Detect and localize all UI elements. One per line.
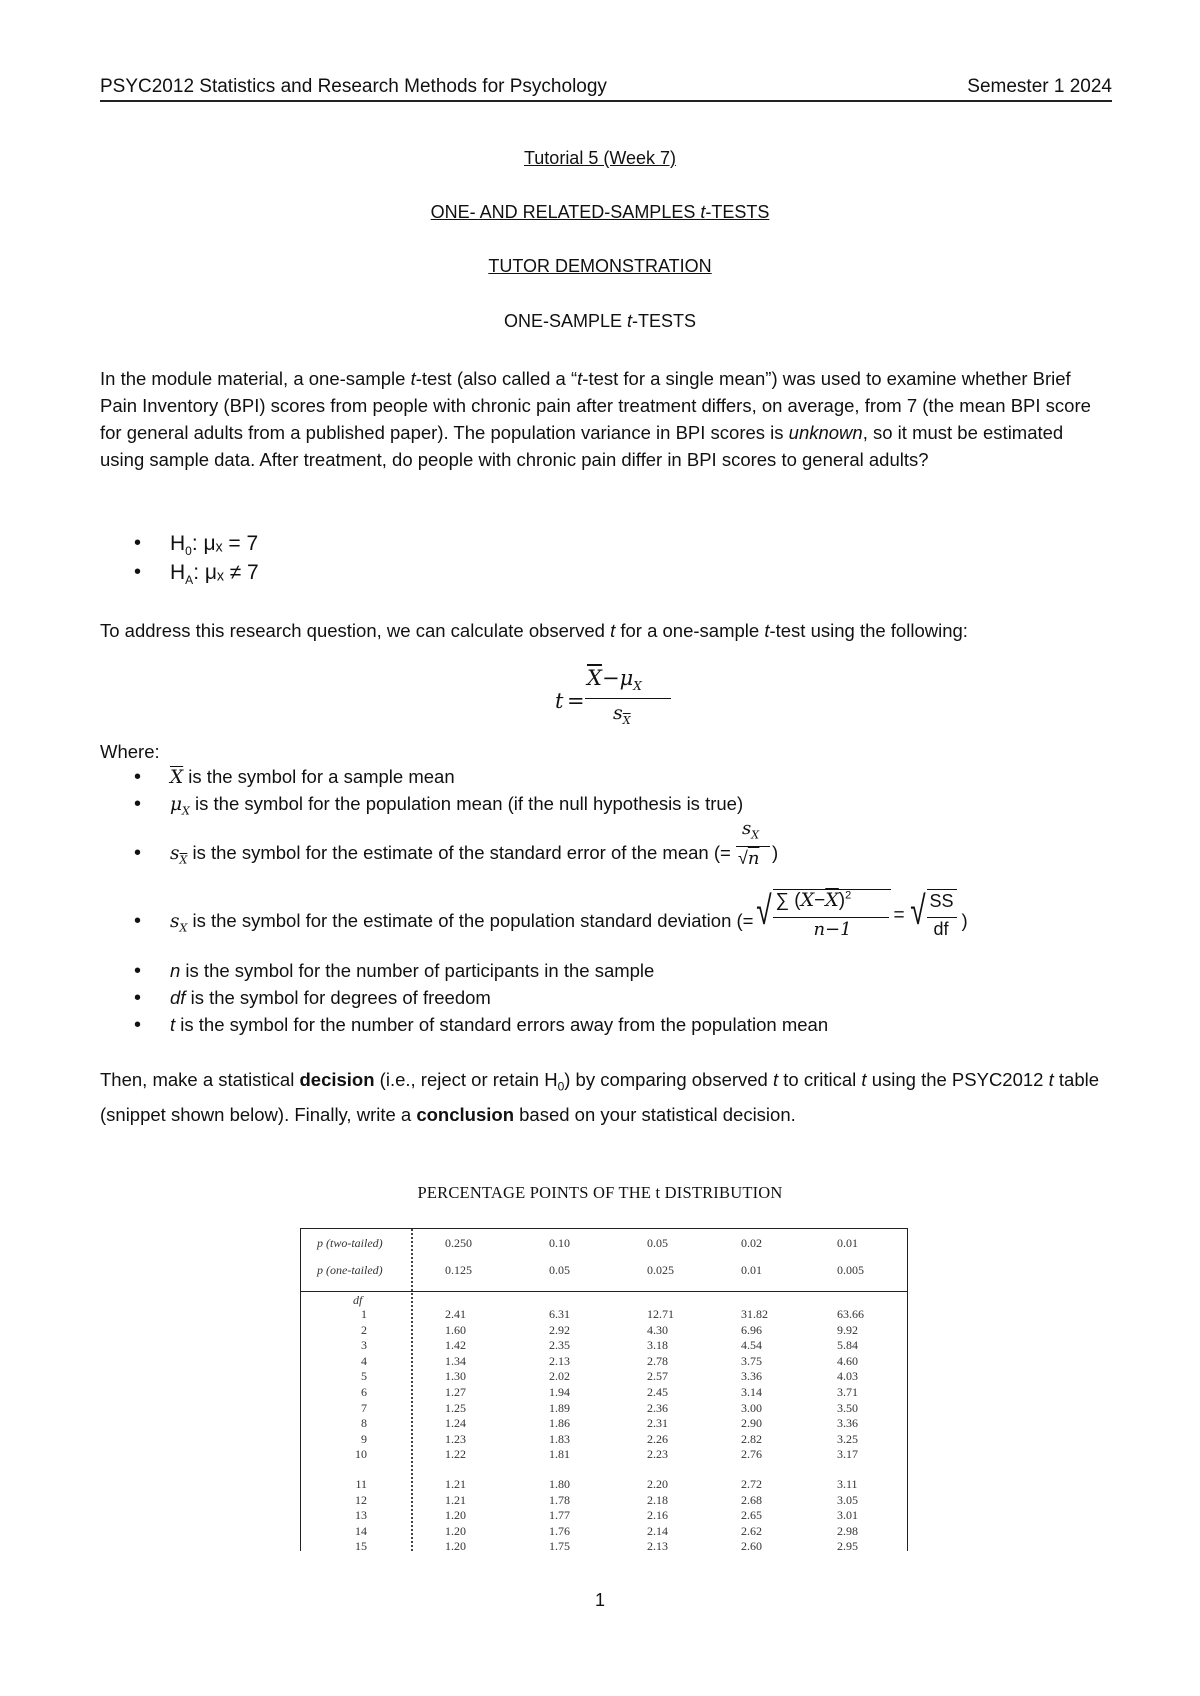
table-value-cell: 4.03 [837, 1369, 858, 1384]
table-value-cell: 1.20 [445, 1508, 466, 1523]
table-value-cell: 2.41 [445, 1307, 466, 1321]
table-value-cell: 3.17 [837, 1447, 858, 1462]
table-value-cell: 12.71 [647, 1307, 674, 1321]
df-cell: 3 [361, 1338, 367, 1353]
table-value-cell: 2.90 [741, 1416, 762, 1431]
page-header [100, 74, 1112, 102]
table-value-cell: 1.22 [445, 1447, 466, 1462]
table-value-cell: 9.92 [837, 1322, 858, 1337]
df-label: df [353, 1293, 363, 1307]
table-value-cell: 2.68 [741, 1492, 762, 1507]
table-value-cell: 2.78 [647, 1353, 668, 1368]
df-cell: 14 [355, 1523, 367, 1538]
table-value-cell: 2.13 [549, 1353, 570, 1368]
df-cell: 7 [361, 1400, 367, 1415]
sd-formula: √ ∑ $(X-\overline{X})^2$ n−1 = √ SS df [753, 911, 961, 933]
df-cell: 12 [355, 1492, 367, 1507]
table-value-cell: 2.57 [647, 1369, 668, 1384]
table-value-cell: 2.76 [741, 1447, 762, 1462]
table-value-cell: 1.86 [549, 1416, 570, 1431]
one-tailed-header-3: 0.01 [741, 1263, 762, 1277]
table-value-cell: 2.60 [741, 1539, 762, 1551]
table-column-divider [411, 1229, 413, 1551]
where-label: Where: [100, 741, 160, 762]
df-cell: 2 [361, 1322, 367, 1337]
table-value-cell: 6.96 [741, 1322, 762, 1337]
table-value-cell: 2.98 [837, 1523, 858, 1538]
table-value-cell: 1.76 [549, 1523, 570, 1538]
t-table-title: PERCENTAGE POINTS OF THE t DISTRIBUTION [417, 1183, 783, 1202]
table-value-cell: 2.35 [549, 1338, 570, 1353]
table-value-cell: 2.92 [549, 1322, 570, 1337]
header-course: PSYC2012 Statistics and Research Methods for Psychology [100, 76, 607, 97]
section-title: ONE-SAMPLE t-TESTS [503, 311, 697, 331]
table-value-cell: 3.71 [837, 1385, 858, 1399]
df-cell: 13 [355, 1508, 367, 1523]
table-value-cell: 3.05 [837, 1492, 858, 1507]
table-value-cell: 1.89 [549, 1400, 570, 1415]
table-value-cell: 1.34 [445, 1353, 466, 1368]
one-tailed-header-1: 0.05 [549, 1263, 570, 1277]
table-value-cell: 4.30 [647, 1322, 668, 1337]
intro-paragraph: In the module material, a one-sample t-test (also called a “t-test for a single mean”) was used to examine whether Brief Pain Inventory (BPI) scores from people with chronic pain after treatment differs, on average, from 7 (the mean BPI score for general adults from a published paper). The population variance in BPI scores is unknown, so it must be estimated using sample data. After treatment, do people with chronic pain differ in BPI scores to general adults? [100, 368, 1091, 470]
table-value-cell: 2.13 [647, 1539, 668, 1551]
table-value-cell: 1.27 [445, 1385, 466, 1399]
two-tailed-header-2: 0.05 [647, 1236, 668, 1250]
table-value-cell: 1.94 [549, 1385, 570, 1399]
one-tailed-header-0: 0.125 [445, 1263, 472, 1277]
table-value-cell: 1.81 [549, 1447, 570, 1462]
table-value-cell: 1.83 [549, 1431, 570, 1446]
table-value-cell: 3.01 [837, 1508, 858, 1523]
address-paragraph: To address this research question, we can calculate observed t for a one-sample t-test using the following: [100, 620, 968, 641]
table-value-cell: 2.02 [549, 1369, 570, 1384]
table-value-cell: 1.80 [549, 1477, 570, 1491]
table-value-cell: 1.23 [445, 1431, 466, 1446]
table-value-cell: 31.82 [741, 1307, 768, 1321]
table-value-cell: 1.78 [549, 1492, 570, 1507]
table-value-cell: 5.84 [837, 1338, 858, 1353]
table-value-cell: 3.25 [837, 1431, 858, 1446]
df-cell: 5 [361, 1369, 367, 1384]
two-tailed-header-4: 0.01 [837, 1236, 858, 1250]
demo-title: TUTOR DEMONSTRATION [488, 256, 712, 276]
table-value-cell: 2.26 [647, 1431, 668, 1446]
table-value-cell: 4.54 [741, 1338, 762, 1353]
table-value-cell: 4.60 [837, 1353, 858, 1368]
table-value-cell: 2.18 [647, 1492, 668, 1507]
table-value-cell: 3.11 [837, 1477, 858, 1491]
tutorial-title: Tutorial 5 (Week 7) [523, 148, 677, 168]
table-value-cell: 1.20 [445, 1539, 466, 1551]
header-semester: Semester 1 2024 [967, 76, 1112, 97]
table-value-cell: 3.14 [741, 1385, 762, 1399]
document-page: PSYC2012 Statistics and Research Methods for Psychology Semester 1 2024 Tutorial 5 (Week 7) ONE- AND RELATED-SAMPLES t-TESTS TUTOR DEMONSTRATION ONE-SAMPLE t-TESTS In the module material, a one-sample t-test (also called a “t-test for a single mean”) was used to examine whether Brief Pain Inventory (BPI) scores from people with chronic pain after treatment differs, on average, from 7 (the mean BPI score for general adults from a published paper). The population variance in BPI scores is unknown, so it must be estimated using sample data. After treatment, do people with chronic pain differ in BPI scores to general adults? • $H_0$: μₓ = 7 • $H_A$: μₓ ≠ 7 To address this research question, we can calculate observed t for a one-sample t-test using the following: t = $\overline{X}-\mu_X$ $s_{\overline{X}}$ Where: • $\overline{X}$ is the symbol for a sample mean • $\mu_X$ is the symbol for the population mean (if the null hypothesis is true) • $s_{\overline{X}}$ is the symbol for the estimate of the standard error of the mean (= $\frac{s_X}{√n}$ ) • $s_X$ is the symbol for the estimate of the population standard deviation (= √ ∑ $(X-\overline{X})^2$ n−1 = √ SS df ) • n is the symbol for the number of participants in the sample • df is the symbol for degrees of freedom • t is the symbol for the number of standard errors away from the population mean Then, make a statistical decision (i.e., reject or retain $H_0$) by comparing observed t to critical t using the PSYC2012 t table (snippet shown below). Finally, write a conclusion based on your statistical decision. PERCENTAGE POINTS OF THE t DISTRIBUTION p (two-tailed) p (one-tailed) df 0.250 0.10 0.05 0.02 0.01 0.125 0.05 0.025 0.01 0.005 1 2.41 6.31 12.71 31.82 63.66 2 1.60 2.92 4.30 6.96 9.92 3 1.42 2.35 3.18 4.54 5.84 4 1.34 2.13 2.78 3.75 4.60 5 1.30 2.02 2.57 3.36 4.03 6 1.27 1.94 2.45 3.14 3.71 7 1.25 1.89 2.36 3.00 3.50 8 1.24 1.86 2.31 2.90 3.36 9 1.23 1.83 2.26 2.82 3.25 10 1.22 1.81 2.23 2.76 3.17 11 1.21 1.80 2.20 2.72 3.11 12 1.21 1.78 2.18 2.68 3.05 13 1.20 1.77 2.16 2.65 3.01 14 1.20 1.76 2.14 2.62 2.98 15 1.20 1.75 2.13 2.60 2.95 1 [0, 0, 1200, 1696]
table-value-cell: 2.72 [741, 1477, 762, 1491]
table-value-cell: 2.65 [741, 1508, 762, 1523]
sem-fraction: $\frac{s_X}{√n}$ [736, 844, 772, 864]
table-value-cell: 1.20 [445, 1523, 466, 1538]
table-value-cell: 2.82 [741, 1431, 762, 1446]
table-value-cell: 2.36 [647, 1400, 668, 1415]
table-value-cell: 3.36 [741, 1369, 762, 1384]
table-value-cell: 2.14 [647, 1523, 668, 1538]
table-value-cell: 6.31 [549, 1307, 570, 1321]
table-value-cell: 1.24 [445, 1416, 466, 1431]
table-value-cell: 2.23 [647, 1447, 668, 1462]
df-cell: 1 [361, 1307, 367, 1321]
table-header-separator [301, 1291, 907, 1292]
df-cell: 9 [361, 1431, 367, 1446]
fraction-bar [585, 698, 671, 699]
table-value-cell: 3.00 [741, 1400, 762, 1415]
one-tailed-header-4: 0.005 [837, 1263, 864, 1277]
two-tailed-header-1: 0.10 [549, 1236, 570, 1250]
table-value-cell: 1.21 [445, 1477, 466, 1491]
table-value-cell: 63.66 [837, 1307, 864, 1321]
df-cell: 8 [361, 1416, 367, 1431]
table-value-cell: 1.25 [445, 1400, 466, 1415]
table-value-cell: 1.21 [445, 1492, 466, 1507]
topic-title: ONE- AND RELATED-SAMPLES t-TESTS [430, 202, 770, 222]
table-value-cell: 2.45 [647, 1385, 668, 1399]
table-value-cell: 1.42 [445, 1338, 466, 1353]
df-cell: 6 [361, 1385, 367, 1399]
t-formula: t = $\overline{X}-\mu_X$ $s_{\overline{X}}$ [555, 664, 675, 734]
table-value-cell: 3.50 [837, 1400, 858, 1415]
table-value-cell: 2.31 [647, 1416, 668, 1431]
one-tailed-header-2: 0.025 [647, 1263, 674, 1277]
two-tailed-header-3: 0.02 [741, 1236, 762, 1250]
page-number: 1 [594, 1590, 605, 1610]
df-cell: 10 [355, 1447, 367, 1462]
table-value-cell: 2.62 [741, 1523, 762, 1538]
table-value-cell: 3.36 [837, 1416, 858, 1431]
df-cell: 11 [355, 1477, 367, 1491]
table-value-cell: 2.95 [837, 1539, 858, 1551]
table-value-cell: 1.60 [445, 1322, 466, 1337]
two-tailed-label: p (two-tailed) [317, 1236, 383, 1250]
table-value-cell: 2.20 [647, 1477, 668, 1491]
table-value-cell: 3.75 [741, 1353, 762, 1368]
one-tailed-label: p (one-tailed) [317, 1263, 383, 1277]
t-distribution-table [300, 1228, 908, 1551]
table-value-cell: 1.30 [445, 1369, 466, 1384]
table-value-cell: 1.77 [549, 1508, 570, 1523]
two-tailed-header-0: 0.250 [445, 1236, 472, 1250]
decision-paragraph: Then, make a statistical decision (i.e., reject or retain $H_0$) by comparing observed t to critical t using the PSYC2012 t table (snippet shown below). Finally, write a conclusion based on your statistical decision. [100, 1069, 1100, 1125]
table-value-cell: 1.75 [549, 1539, 570, 1551]
df-cell: 4 [361, 1353, 367, 1368]
table-value-cell: 2.16 [647, 1508, 668, 1523]
table-value-cell: 3.18 [647, 1338, 668, 1353]
df-cell: 15 [355, 1539, 367, 1551]
